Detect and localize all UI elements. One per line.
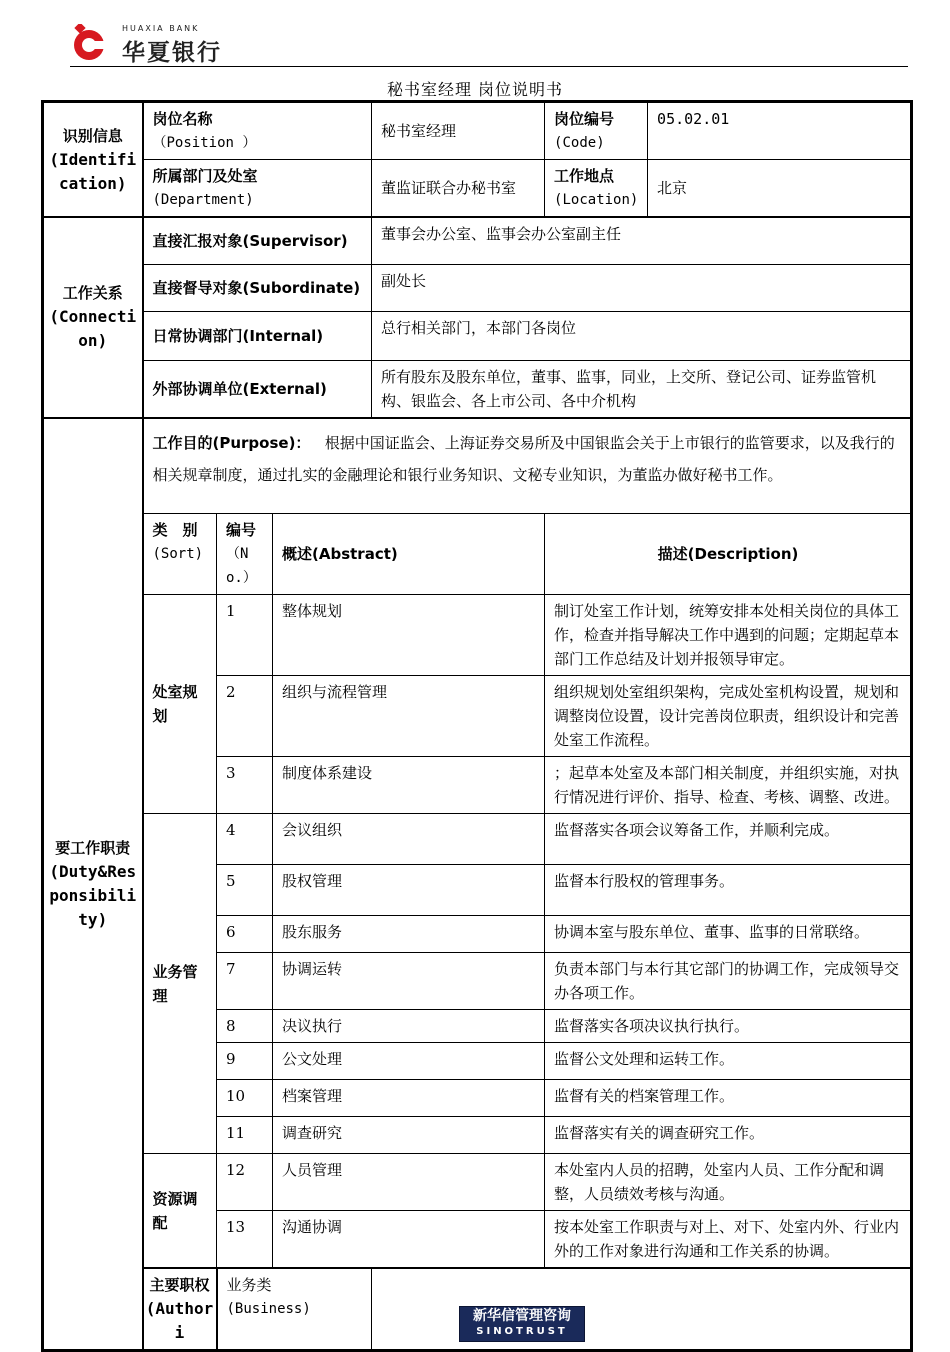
- business-label-cn: 业务类: [226, 1276, 272, 1294]
- duty-no: 11: [217, 1117, 273, 1154]
- duty-abstract: 决议执行: [273, 1010, 545, 1043]
- duty-description: 监督落实各项会议筹备工作，并顺利完成。: [545, 814, 912, 865]
- duties-heading: [43, 418, 143, 1351]
- sort-cell: 资源调配: [143, 1154, 217, 1269]
- duty-abstract: 调查研究: [273, 1117, 545, 1154]
- sort-cell: 处室规划: [143, 595, 217, 814]
- duty-abstract: 会议组织: [273, 814, 545, 865]
- connection-label: 直接汇报对象(Supervisor): [143, 217, 372, 264]
- duty-description: 监督落实各项决议执行执行。: [545, 1010, 912, 1043]
- sinotrust-logo: [459, 1306, 585, 1342]
- duty-no: 13: [217, 1211, 273, 1269]
- duty-no: 1: [217, 595, 273, 676]
- connection-value: 所有股东及股东单位，董事、监事，同业，上交所、登记公司、证券监管机构、银监会、各上市公司、各中介机构: [372, 360, 912, 418]
- sort-header-cn: 类 别: [152, 521, 198, 539]
- huaxia-bank-logo-icon: [70, 24, 114, 62]
- connection-label: 外部协调单位(External): [143, 360, 372, 418]
- duty-description: 本处室内人员的招聘，处室内人员、工作分配和调整，人员绩效考核与沟通。: [545, 1154, 912, 1211]
- duty-abstract: 公文处理: [273, 1043, 545, 1080]
- department-label-cell: [143, 160, 372, 218]
- connection-label: 直接督导对象(Subordinate): [143, 264, 372, 311]
- duty-row: [43, 814, 912, 865]
- duty-abstract: 协调运转: [273, 953, 545, 1010]
- connection-heading-cn: 工作关系: [62, 284, 123, 303]
- duty-description: 组织规划处室组织架构，完成处室机构设置，规划和调整岗位设置，设计完善岗位职责，组织设计和完善处室工作流程。: [545, 676, 912, 757]
- duty-description: 监督有关的档案管理工作。: [545, 1080, 912, 1117]
- duty-no: 4: [217, 814, 273, 865]
- position-label-cell: [143, 102, 372, 160]
- location-label-cn: 工作地点: [554, 167, 615, 185]
- connection-row: [43, 311, 912, 360]
- sinotrust-logo-en: SINOTRUST: [476, 1326, 568, 1337]
- duty-description: 负责本部门与本行其它部门的协调工作，完成领导交办各项工作。: [545, 953, 912, 1010]
- connection-value: 副处长: [372, 264, 912, 311]
- duty-abstract: 股权管理: [273, 865, 545, 916]
- duty-no: 6: [217, 916, 273, 953]
- purpose-text: 根据中国证监会、上海证券交易所及中国银监会关于上市银行的监管要求，以及我行的相关规章制度，通过扎实的金融理论和银行业务知识、文秘专业知识，为董监办做好秘书工作。: [152, 433, 895, 484]
- position-label-en: （Position ）: [152, 135, 257, 151]
- location-label-cell: [545, 160, 648, 218]
- abstract-column-header: 概述(Abstract): [273, 514, 545, 595]
- sinotrust-logo-cn: 新华信管理咨询: [473, 1308, 571, 1324]
- identification-heading: [43, 102, 143, 218]
- duty-description: 监督公文处理和运转工作。: [545, 1043, 912, 1080]
- sort-cell: 业务管理: [143, 814, 217, 1154]
- location-value: 北京: [648, 160, 912, 218]
- duty-no: 3: [217, 757, 273, 814]
- duty-description: 制订处室工作计划，统筹安排本处相关岗位的具体工作，检查并指导解决工作中遇到的问题；定期起草本部门工作总结及计划并报领导审定。: [545, 595, 912, 676]
- brand-name-cn: 华夏银行: [122, 40, 222, 66]
- duty-abstract: 人员管理: [273, 1154, 545, 1211]
- connection-row: [43, 217, 912, 264]
- business-value: [372, 1268, 912, 1351]
- duty-no: 8: [217, 1010, 273, 1043]
- connection-heading-en: (Connection): [49, 307, 137, 351]
- duty-abstract: 档案管理: [273, 1080, 545, 1117]
- description-column-header: 描述(Description): [545, 514, 912, 595]
- duty-abstract: 股东服务: [273, 916, 545, 953]
- duty-description: 按本处室工作职责与对上、对下、处室内外、行业内外的工作对象进行沟通和工作关系的协调。: [545, 1211, 912, 1269]
- duty-description: ；起草本处室及本部门相关制度，并组织实施，对执行情况进行评价、指导、检查、考核、调整、改进。: [545, 757, 912, 814]
- connection-label: 日常协调部门(Internal): [143, 311, 372, 360]
- identification-row-1: [43, 102, 912, 160]
- connection-value: 总行相关部门，本部门各岗位: [372, 311, 912, 360]
- identification-heading-cn: 识别信息: [62, 126, 123, 145]
- no-column-header: [217, 514, 273, 595]
- code-value: 05.02.01: [648, 102, 912, 160]
- authority-heading-en: (Authori: [145, 1299, 214, 1342]
- duty-abstract: 整体规划: [273, 595, 545, 676]
- duty-description: 监督落实有关的调查研究工作。: [545, 1117, 912, 1154]
- duty-description: 协调本室与股东单位、董事、监事的日常联络。: [545, 916, 912, 953]
- duties-column-header: [43, 514, 912, 595]
- department-label-en: (Department): [152, 192, 254, 208]
- duties-heading-cn: 要工作职责: [55, 838, 131, 857]
- duty-no: 7: [217, 953, 273, 1010]
- duty-no: 5: [217, 865, 273, 916]
- sort-column-header: [143, 514, 217, 595]
- header-divider: [70, 66, 908, 67]
- code-label-en: (Code): [554, 135, 605, 151]
- connection-heading: [43, 217, 143, 418]
- no-header-cn: 编号: [226, 521, 257, 539]
- connection-row: [43, 264, 912, 311]
- job-description-table: [41, 100, 913, 1352]
- identification-heading-en: (Identification): [49, 149, 137, 193]
- authority-heading: [143, 1268, 217, 1351]
- identification-row-2: [43, 160, 912, 218]
- duty-description: 监督本行股权的管理事务。: [545, 865, 912, 916]
- code-label-cn: 岗位编号: [554, 110, 615, 128]
- duty-row: [43, 1154, 912, 1211]
- duty-no: 2: [217, 676, 273, 757]
- purpose-row: [43, 418, 912, 514]
- connection-value: 董事会办公室、监事会办公室副主任: [372, 217, 912, 264]
- business-label-en: (Business): [226, 1301, 311, 1317]
- position-label-cn: 岗位名称: [152, 110, 213, 128]
- duties-heading-en: (Duty&Responsibility): [49, 861, 137, 929]
- document-title: 秘书室经理 岗位说明书: [386, 80, 564, 99]
- code-label-cell: [545, 102, 648, 160]
- purpose-label: 工作目的(Purpose)：: [152, 433, 311, 452]
- duty-no: 10: [217, 1080, 273, 1117]
- authority-heading-cn: 主要职权: [149, 1276, 210, 1294]
- business-label-cell: [217, 1268, 372, 1351]
- no-header-en: （No.）: [226, 546, 257, 586]
- department-value: 董监证联合办秘书室: [372, 160, 545, 218]
- duty-abstract: 制度体系建设: [273, 757, 545, 814]
- sort-header-en: (Sort): [152, 546, 204, 562]
- duty-no: 9: [217, 1043, 273, 1080]
- brand-name-en: HUAXIA BANK: [122, 24, 200, 33]
- purpose-cell: [143, 418, 912, 514]
- duty-row: [43, 595, 912, 676]
- department-label-cn: 所属部门及处室: [152, 167, 258, 185]
- position-value: 秘书室经理: [372, 102, 545, 160]
- duty-no: 12: [217, 1154, 273, 1211]
- duty-abstract: 沟通协调: [273, 1211, 545, 1269]
- connection-row: [43, 360, 912, 418]
- duty-abstract: 组织与流程管理: [273, 676, 545, 757]
- location-label-en: (Location): [554, 192, 639, 208]
